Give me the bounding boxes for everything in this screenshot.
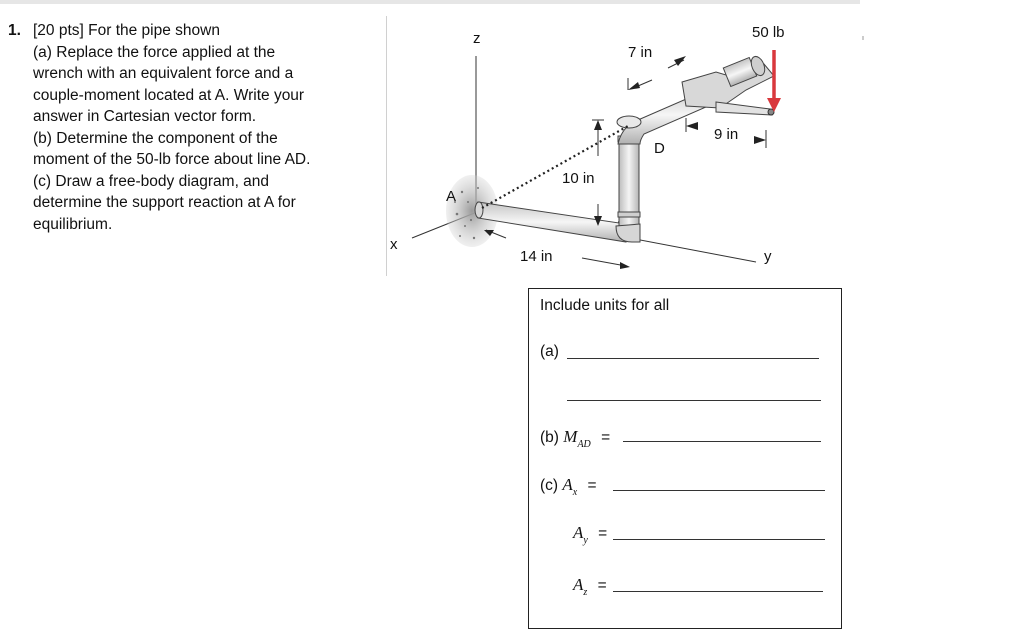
ax-symbol: A: [562, 475, 573, 494]
part-a-label: (a): [540, 343, 559, 360]
force-label: 50 lb: [752, 24, 785, 41]
problem-number: 1.: [8, 22, 21, 39]
pipe-coupling-lower: [618, 212, 640, 217]
pipe-diagram: [386, 16, 860, 276]
problem-line: (a) Replace the force applied at the: [33, 43, 276, 61]
answer-line-a2[interactable]: [567, 400, 821, 401]
moment-symbol: M: [563, 427, 578, 446]
problem-statement: [8, 20, 378, 235]
problem-line: answer in Cartesian vector form.: [33, 108, 257, 125]
pipe-elbow-c: [617, 116, 641, 128]
answer-line-a1[interactable]: [567, 358, 819, 359]
az-symbol: A: [573, 575, 584, 594]
problem-line: 1. [20 pts] For the pipe shown: [8, 20, 378, 42]
ay-label: $A_y$ =: [573, 523, 608, 546]
dim-9-arrow-right: [754, 136, 766, 144]
answer-box: [528, 288, 842, 629]
answer-line-ax[interactable]: [613, 490, 825, 491]
dim-9-label: 9 in: [714, 126, 739, 143]
dim-7-arrow-left: [628, 82, 640, 90]
problem-line: wrench with an equivalent force and a: [33, 65, 294, 82]
answer-box-title: Include units for all: [540, 297, 670, 314]
problem-line: equilibrium.: [33, 215, 113, 233]
pipe-segment-vertical: [619, 144, 639, 234]
y-axis-label: y: [764, 248, 772, 265]
point-a-label: A: [446, 188, 457, 205]
dim-14-line-right: [582, 258, 626, 266]
problem-line: (b) Determine the component of the: [33, 129, 278, 147]
dim-14-arrow-right: [620, 262, 630, 269]
problem-line: couple-moment located at A. Write your: [33, 86, 305, 104]
top-border: [0, 0, 860, 4]
az-label: $A_z$ =: [573, 575, 607, 598]
dim-9-arrow-left: [686, 122, 698, 130]
x-axis-label: x: [390, 236, 398, 253]
problem-line: determine the support reaction at A for: [33, 194, 296, 211]
dim-10-arrow-top: [594, 120, 602, 130]
answer-line-b[interactable]: [623, 441, 821, 442]
wrench-handle: [716, 102, 772, 115]
dim-10-label: 10 in: [562, 170, 595, 187]
point-d-label: D: [654, 140, 665, 157]
part-c-label: (c) $A_x$ =: [540, 475, 597, 498]
pipe-figure: [386, 16, 860, 276]
problem-line: moment of the 50-lb force about line AD.: [33, 151, 311, 168]
part-b-label: (b) $M_{AD}$ =: [540, 427, 611, 450]
ay-symbol: A: [573, 523, 584, 542]
line-ad: [482, 126, 628, 208]
top-border-tick: [862, 36, 864, 40]
answer-line-ay[interactable]: [613, 539, 825, 540]
pipe-flange-a: [475, 202, 483, 218]
dim-7-label: 7 in: [628, 44, 653, 61]
moment-subscript: AD: [577, 439, 591, 450]
dim-7-left: [638, 80, 652, 86]
problem-line: (c) Draw a free-body diagram, and: [33, 172, 270, 190]
dim-14-label: 14 in: [520, 248, 553, 265]
z-axis-label: z: [473, 30, 481, 47]
answer-line-az[interactable]: [613, 591, 823, 592]
